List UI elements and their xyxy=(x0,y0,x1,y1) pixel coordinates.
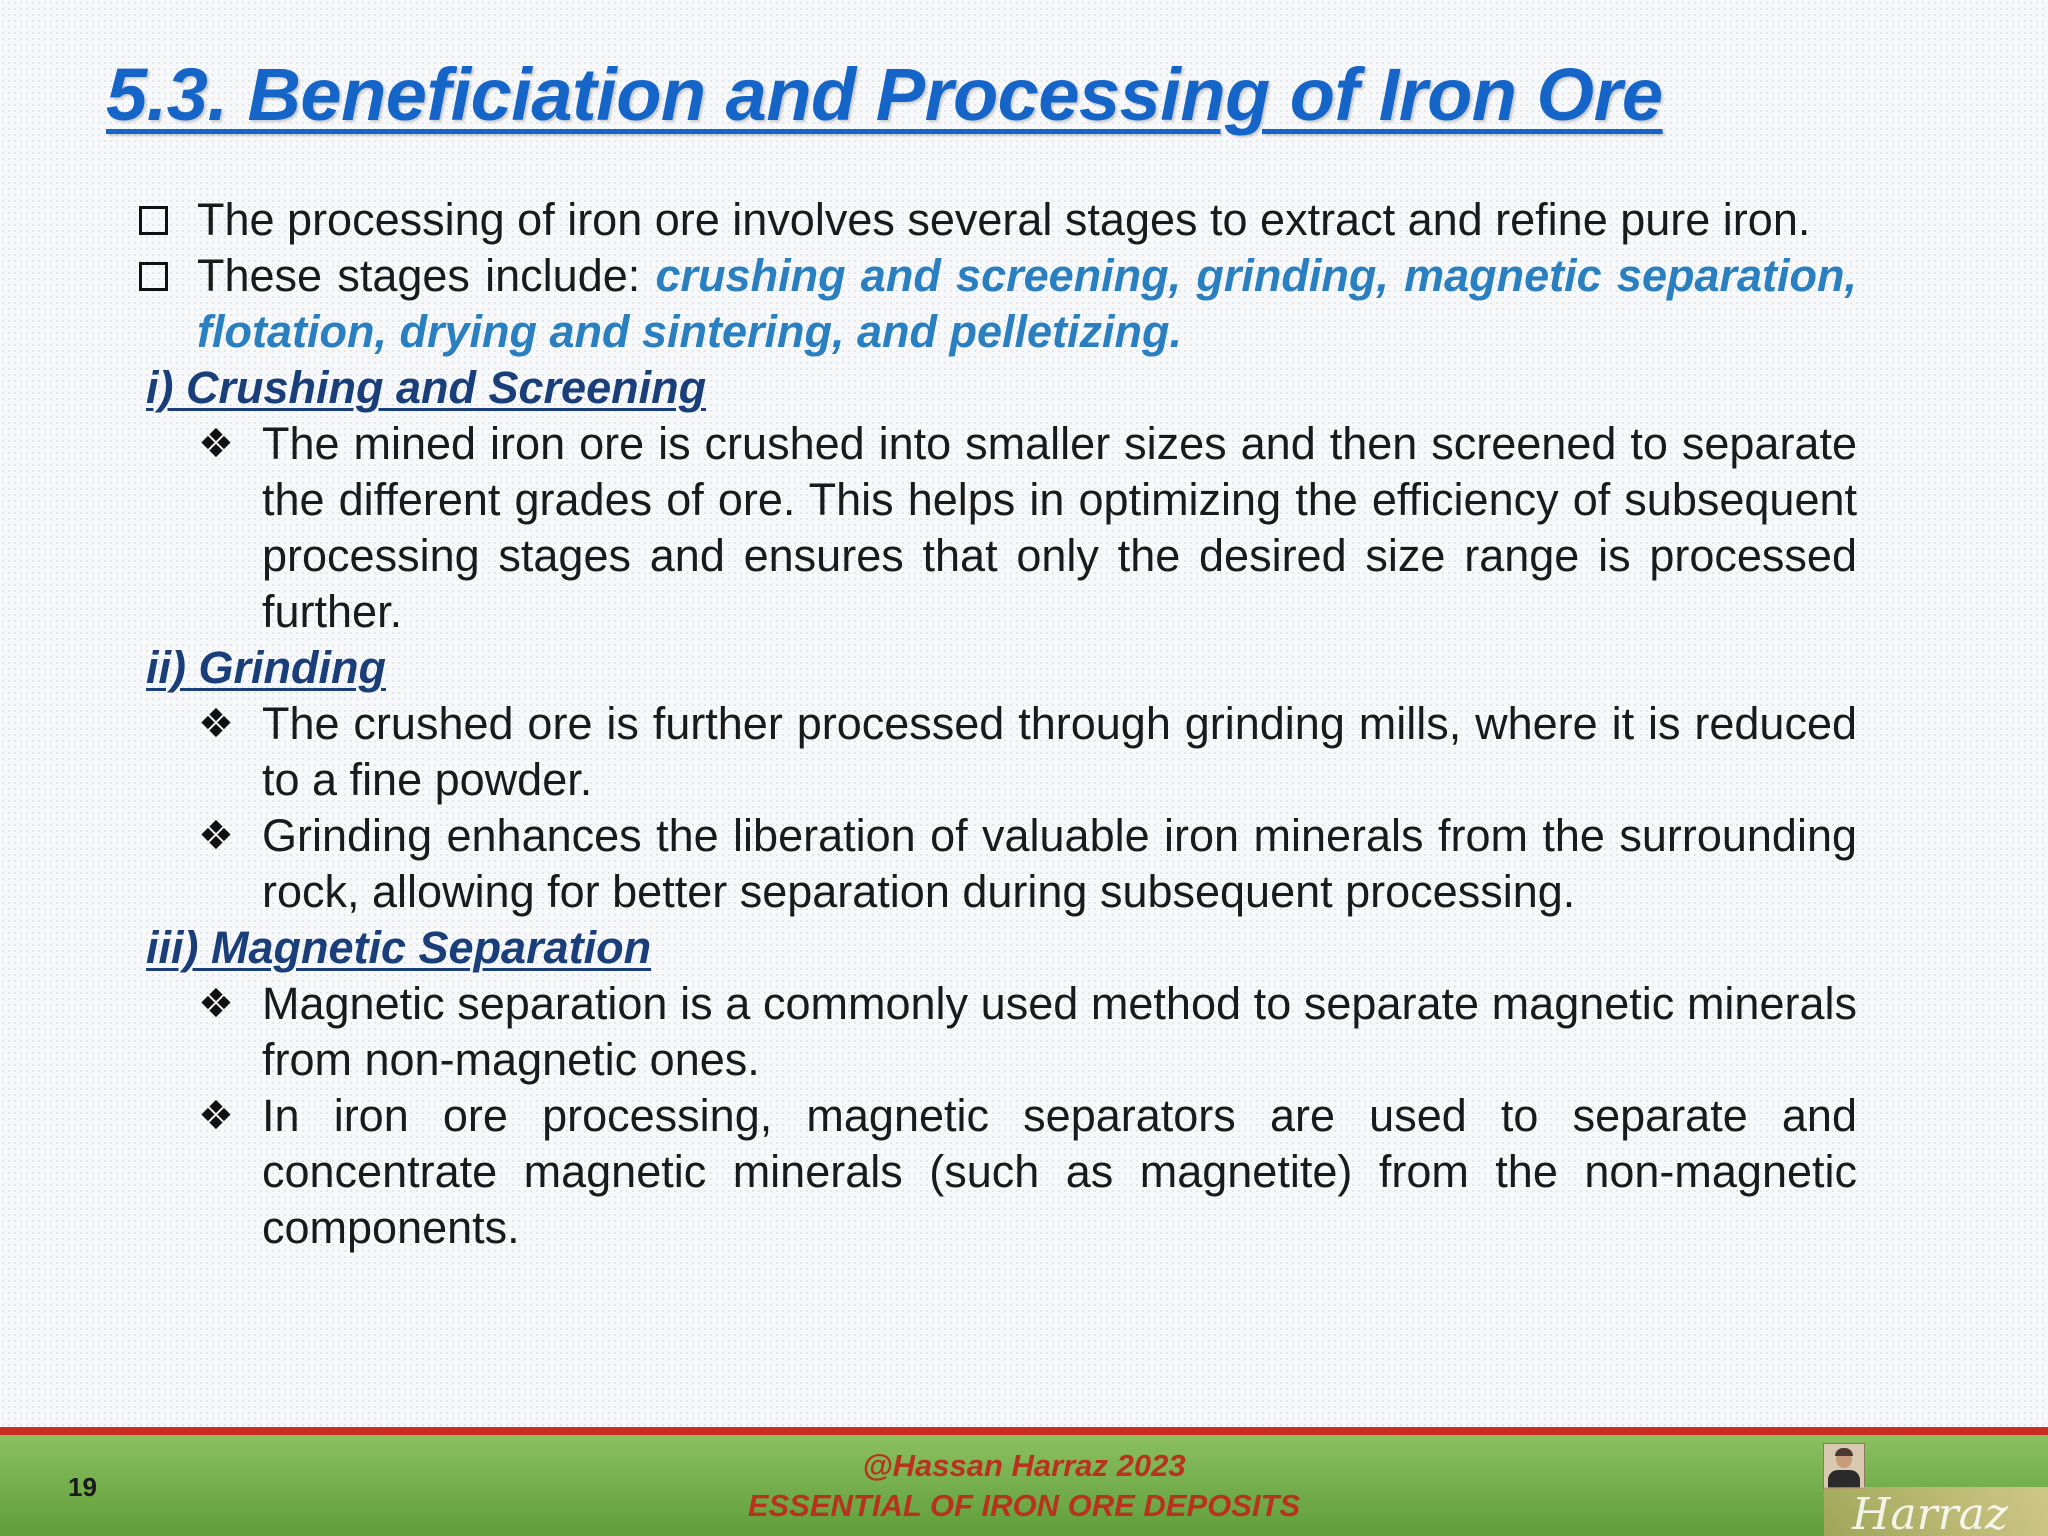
crushing-point-text: The mined iron ore is crushed into smaller sizes and then screened to separate the different grades of ore. This helps in optimizing the efficiency of subsequent processing stages and ensures that only the desired size range is processed further. xyxy=(262,418,1857,637)
intro-bullet xyxy=(132,192,1857,248)
page-number: 19 xyxy=(68,1472,97,1502)
checkbox-bullet-icon xyxy=(139,262,168,291)
harraz-logo xyxy=(1824,1487,2048,1536)
magnetic-point-1 xyxy=(132,976,1857,1088)
four-diamond-bullet-icon: ❖ xyxy=(198,982,234,1026)
grinding-point-2 xyxy=(132,808,1857,920)
magnetic-point-1-text: Magnetic separation is a commonly used method to separate magnetic minerals from non-magnetic ones. xyxy=(262,978,1857,1085)
intro-bullet-text: The processing of iron ore involves several stages to extract and refine pure iron. xyxy=(197,194,1811,245)
section-heading-crushing: i) Crushing and Screening xyxy=(146,362,707,413)
four-diamond-bullet-icon: ❖ xyxy=(198,702,234,746)
footer-credit: @Hassan Harraz 2023 xyxy=(862,1448,1186,1483)
harraz-logo-mark xyxy=(1824,1487,2048,1536)
slide-title: 5.3. Beneficiation and Processing of Iron Ore xyxy=(106,53,1663,136)
crushing-point xyxy=(132,416,1857,640)
slide-body xyxy=(132,192,1857,1256)
grinding-point-1-text: The crushed ore is further processed through grinding mills, where it is reduced to a fine powder. xyxy=(262,698,1857,805)
section-heading-grinding: ii) Grinding xyxy=(146,642,386,693)
grinding-point-2-text: Grinding enhances the liberation of valuable iron minerals from the surrounding rock, allowing for better separation during subsequent processing. xyxy=(262,810,1857,917)
section-heading-magnetic: iii) Magnetic Separation xyxy=(146,922,652,973)
four-diamond-bullet-icon: ❖ xyxy=(198,422,234,466)
grinding-point-1 xyxy=(132,696,1857,808)
author-avatar xyxy=(1823,1443,1865,1489)
four-diamond-bullet-icon: ❖ xyxy=(198,814,234,858)
checkbox-bullet-icon xyxy=(139,206,168,235)
magnetic-point-2 xyxy=(132,1088,1857,1256)
footer-rule xyxy=(0,1427,2048,1435)
four-diamond-bullet-icon: ❖ xyxy=(198,1094,234,1138)
stages-highlight: crushing and screening, grinding, magnetic separation, flotation, drying and sintering, and pelletizing. xyxy=(197,250,1858,357)
logo-lettering: Harraz xyxy=(1852,1489,2009,1536)
magnetic-point-2-text: In iron ore processing, magnetic separators are used to separate and concentrate magnetic minerals (such as magnetite) from the non-magnetic components. xyxy=(262,1090,1857,1253)
stages-bullet-text: These stages include: xyxy=(197,250,656,301)
stages-bullet xyxy=(132,248,1857,360)
footer-course: ESSENTIAL OF IRON ORE DEPOSITS xyxy=(747,1488,1301,1523)
